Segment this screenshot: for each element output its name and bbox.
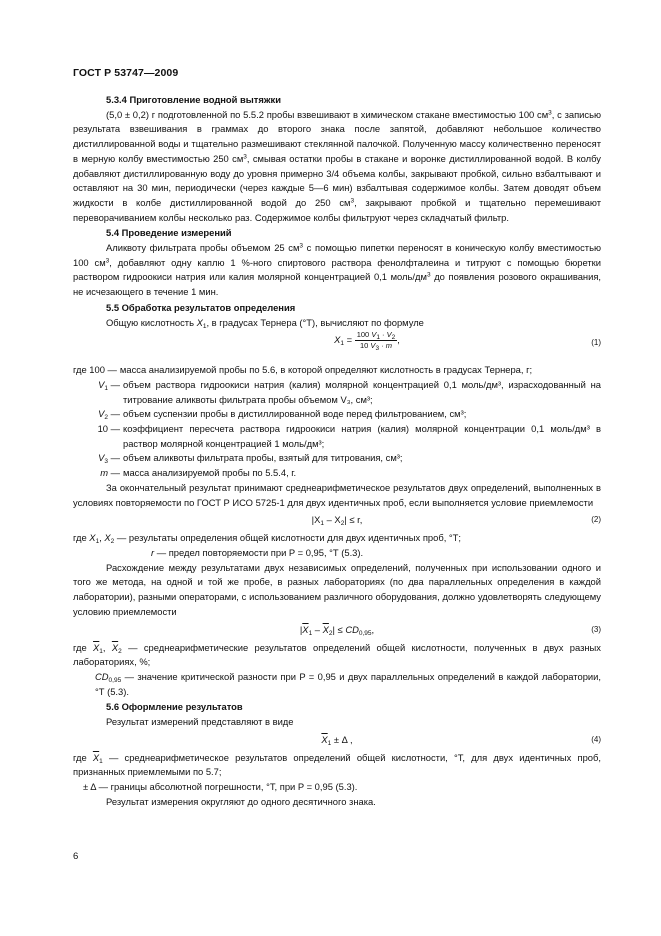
page-header: ГОСТ Р 53747—2009: [73, 67, 179, 79]
paragraph-rounding: Результат измерения округляют до одного десятичного знака.: [106, 795, 376, 807]
paragraph-water-extract: (5,0 ± 0,2) г подготовленной по 5.5.2 пробы взвешивают в химическом стакане вместимостью 100 $см^3$, с записью результата взвешивания в граммах до второго знака после запятой, добавляют небольшое количество дистиллированной воды и тщательно размешивают стеклянной палочкой. Полученную массу количественно переносят в мерную колбу вместимостью 250 $см^3$, смывая остатки пробы в стакане и воронке дистиллированной водой. В колбу добавляют дистиллированную воду до уровня примерно 3/4 объема колбы, закрывают пробкой, сильно взбалтывают и оставляют на 30 мин, периодически (через каждые 5—6 мин) взбалтывая содержимое колбы. Затем доводят объем жидкости в колбе дистиллированной водой до 250 $см^3$, закрывают пробкой и тщательно перемешивают переворачиванием колбы несколько раз. Содержимое колбы фильтруют через складчатый фильтр.: [73, 108, 602, 223]
formula-1: $X_1$ = $\frac{100 V_1 \cdot V_2}{10 V_3 \cdot m}$ , (1): [334, 330, 601, 353]
definition-mean-x: где $\overline{X}_1$, $\overline{X}_2$ — среднеарифметические результатов определений общей кислотности, полученных в двух разных лабораториях, %;: [73, 641, 601, 668]
definition-delta: ± Δ — границы абсолютной погрешности, °Т, при P = 0,95 (5.3).: [83, 781, 358, 793]
formula-number: (1): [591, 338, 601, 348]
section-heading-5-5: 5.5 Обработка результатов определения: [106, 301, 296, 313]
definition-cd: $CD_{0,95}$ — значение критической разности при P = 0,95 и двух параллельных определений в каждой лаборатории, °Т (5.3).: [95, 670, 601, 697]
paragraph-measurements: Аликвоту фильтрата пробы объемом 25 $см^3$ с помощью пипетки переносят в коническую колбу вместимостью 100 $см^3$, добавляют одну каплю 1 %-ного спиртового раствора фенолфталеина и титруют с помощью бюретки раствором гидроокиси натрия или калия молярной концентрацией 0,1 моль/$дм^3$ до появления розового окрашивания, не исчезающего в течение 1 мин.: [73, 242, 602, 298]
document-body: [73, 93, 601, 810]
section-heading-5-6: 5.6 Оформление результатов: [106, 701, 243, 713]
paragraph-result-format: Результат измерений представляют в виде: [106, 716, 294, 728]
definition-mean-x1: где $\overline{X}_1$ — среднеарифметическое результатов определений общей кислотности, °Т, для двух идентичных проб, признанных приемлемыми по 5.7;: [73, 751, 601, 778]
page-number: 6: [73, 851, 79, 862]
formula-2: $|X_1 - X_2| \le r$, (2): [311, 514, 601, 528]
section-heading-5-4: 5.4 Проведение измерений: [106, 227, 232, 239]
paragraph-reproducibility: Расхождение между результатами двух независимых определений, полученных при использовании одного и того же метода, на одной и той же пробе, в разных лабораториях (по два параллельных определения в каждой лаборатории), разными операторами, с использованием различного оборудования, должно удовлетворять следующему условию приемлемости: [73, 561, 601, 617]
definition-v3: $V_3$ — объем аликвоты фильтрата пробы, взятый для титрования, см³;: [98, 452, 403, 466]
definition-r: r — предел повторяемости при P = 0,95, °Т (5.3).: [151, 546, 364, 558]
definition-m: m — масса анализируемой пробы по 5.5.4, г.: [100, 467, 297, 479]
formula-4: $\overline{X}_1 \pm \Delta$ , (4): [321, 733, 601, 747]
formula-number: (3): [591, 624, 601, 634]
definition-100: где 100 — масса анализируемой пробы по 5.6, в которой определяют кислотность в градусах Тернера, г;: [73, 364, 533, 376]
formula-3: $|\overline{X}_1 - \overline{X}_2| \le CD_{0,95}$, (3): [299, 623, 601, 637]
formula-number: (2): [591, 515, 601, 525]
formula-number: (4): [591, 734, 601, 744]
definition-v2: $V_2$ — объем суспензии пробы в дистиллированной воде перед фильтрованием, см³;: [98, 408, 467, 422]
definition-x1-x2: где $X_1$, $X_2$ — результаты определения общей кислотности для двух идентичных проб, °Т;: [73, 532, 461, 546]
definition-10: 10 — коэффициент пересчета раствора гидроокиси натрия (калия) молярной концентрации 0,1 моль/дм³ в раствор молярной концентрацией 1 моль/дм³;: [97, 423, 601, 449]
paragraph-acidity-intro: Общую кислотность $X_1$, в градусах Тернера (°Т), вычисляют по формуле: [106, 316, 424, 330]
section-heading-5-3-4: 5.3.4 Приготовление водной вытяжки: [106, 94, 281, 105]
paragraph-final-result: За окончательный результат принимают среднеарифметическое результатов двух определений, выполненных в условиях повторяемости по ГОСТ Р ИСО 5725-1 для двух идентичных проб, если выполняется условие приемлемости: [73, 481, 601, 508]
definition-v1: $V_1$ — объем раствора гидроокиси натрия (калия) молярной концентрацией 0,1 моль/дм³, израсходованный на титрование аликвоты фильтрата пробы объемом V₃, см³;: [98, 378, 601, 405]
